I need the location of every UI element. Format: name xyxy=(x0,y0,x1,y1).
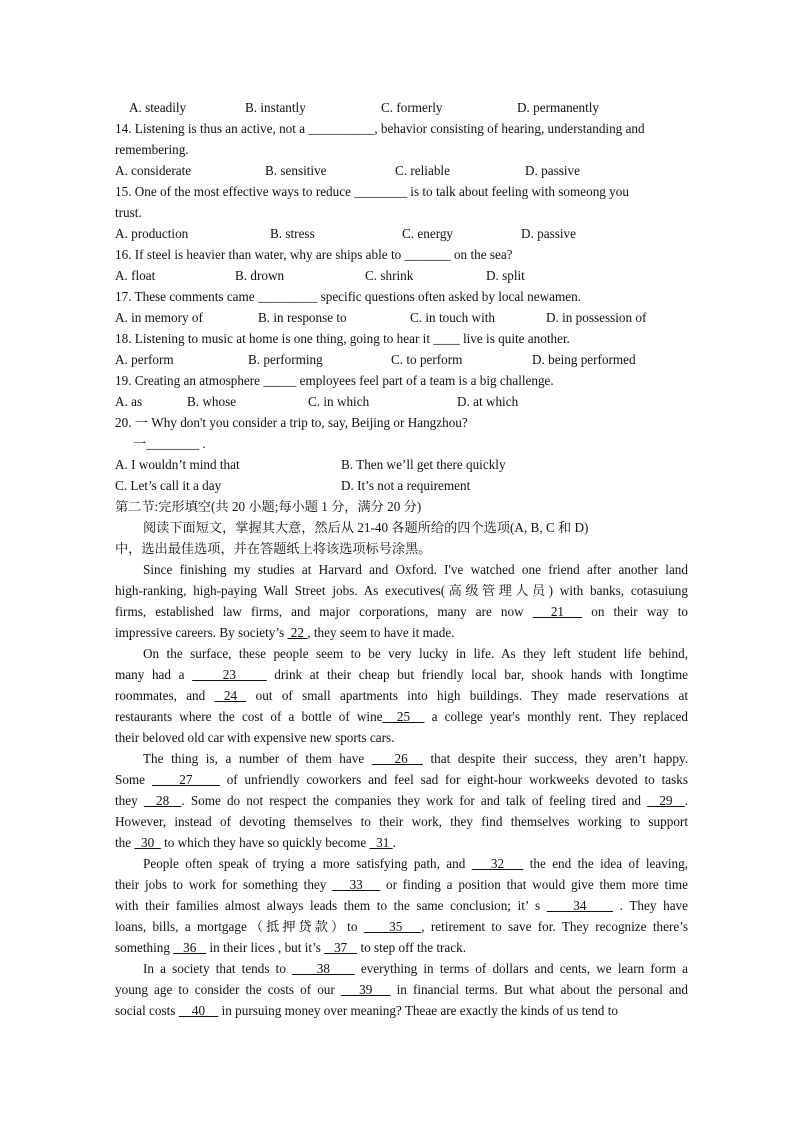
passage-text: social costs xyxy=(115,1003,179,1018)
q18-blank: ____ xyxy=(433,331,460,346)
passage-text: However, instead of devoting themselves to their work, they find themselves working to support xyxy=(115,814,688,829)
passage-text: Some xyxy=(115,772,152,787)
cloze-blank: 33 xyxy=(332,877,381,892)
q20-option-c: C. Let’s call it a day xyxy=(115,478,222,493)
q13-option-a: A. steadily xyxy=(129,100,187,115)
passage-line xyxy=(115,874,688,895)
passage-line xyxy=(115,832,688,853)
cloze-blank: 37 xyxy=(324,940,358,955)
passage-line xyxy=(115,1000,688,1021)
cloze-blank: 31 xyxy=(369,835,393,850)
q16-blank: _______ xyxy=(404,247,451,262)
cloze-blank: 26 xyxy=(371,751,423,766)
q16-option-a: A. float xyxy=(115,268,156,283)
passage-line xyxy=(115,937,688,958)
passage-text: they xyxy=(115,793,144,808)
q14-option-a: A. considerate xyxy=(115,163,192,178)
q15-option-b: B. stress xyxy=(270,226,315,241)
q13-options xyxy=(115,97,688,118)
passage-text: . They have xyxy=(613,898,688,913)
passage-text: that despite their success, they aren’t happy. xyxy=(422,751,688,766)
q17-stem: 17. These comments came _________ specific questions often asked by local newamen. xyxy=(115,289,581,304)
q16-options xyxy=(115,265,688,286)
q16-option-c: C. shrink xyxy=(365,268,414,283)
passage-line xyxy=(115,769,688,790)
passage-text: , they seem to have it made. xyxy=(307,625,455,640)
passage-line xyxy=(115,727,688,748)
passage-text: On the surface, these people seem to be very lucky in life. As they left student life behind, xyxy=(143,646,688,661)
passage-text: . Some do not respect the companies they work for and talk of feeling tired and xyxy=(181,793,648,808)
passage-text: roommates, and xyxy=(115,688,215,703)
passage-text: with their families almost always leads them to the same conclusion; it’ s xyxy=(115,898,547,913)
q17-option-b: B. in response to xyxy=(258,310,347,325)
passage-text: their beloved old car with expensive new sports cars. xyxy=(115,730,395,745)
passage-line xyxy=(115,916,688,937)
passage-text: firms, established law firms, and major corporations, many are now xyxy=(115,604,533,619)
passage-text: their jobs to work for something they xyxy=(115,877,333,892)
q19-option-c: C. in which xyxy=(308,394,370,409)
passage-line xyxy=(115,979,688,1000)
q13-option-c: C. formerly xyxy=(381,100,443,115)
q19-stem: 19. Creating an atmosphere _____ employees feel part of a team is a big challenge. xyxy=(115,373,554,388)
passage-line xyxy=(115,748,688,769)
q18-option-a: A. perform xyxy=(115,352,174,367)
passage-text: out of small apartments into high buildings. They made reservations at xyxy=(246,688,688,703)
q18-option-b: B. performing xyxy=(248,352,323,367)
q14-option-b: B. sensitive xyxy=(265,163,327,178)
passage-text: a college year's monthly rent. They replaced xyxy=(424,709,688,724)
q19-blank: _____ xyxy=(263,373,297,388)
cloze-blank: 38 xyxy=(292,961,355,976)
passage-text: the xyxy=(115,835,135,850)
passage-text: impressive careers. By society’s xyxy=(115,625,288,640)
passage-text: or finding a position that would give them more time xyxy=(380,877,688,892)
q20-option-b: B. Then we’ll get there quickly xyxy=(341,457,506,472)
passage-text: in financial terms. But what about the personal and xyxy=(390,982,688,997)
passage-line xyxy=(115,685,688,706)
q16-stem: 16. If steel is heavier than water, why are ships able to _______ on the sea? xyxy=(115,247,513,262)
cloze-blank: 27 xyxy=(151,772,220,787)
q16-option-d: D. split xyxy=(486,268,525,283)
cloze-blank: 21 xyxy=(532,604,583,619)
cloze-blank: 23 xyxy=(192,667,267,682)
passage-text: everything in terms of dollars and cents, we learn form a xyxy=(354,961,688,976)
q15-option-d: D. passive xyxy=(521,226,576,241)
passage-line xyxy=(115,895,688,916)
q18-options xyxy=(115,349,688,370)
cloze-blank: 40 xyxy=(178,1003,219,1018)
passage-text: The thing is, a number of them have xyxy=(143,751,372,766)
passage-line xyxy=(115,664,688,685)
passage-line xyxy=(115,811,688,832)
cloze-blank: 22 xyxy=(287,625,308,640)
passage-text: young age to consider the costs of our xyxy=(115,982,341,997)
q20-option-a: A. I wouldn’t mind that xyxy=(115,457,240,472)
passage-line xyxy=(115,958,688,979)
passage-text: something xyxy=(115,940,174,955)
q19-option-b: B. whose xyxy=(187,394,237,409)
q17-options xyxy=(115,307,688,328)
passage-line xyxy=(115,559,688,580)
q14-blank: __________ xyxy=(308,121,375,136)
passage-text: drink at their cheap but friendly local bar, shook hands with Iongtime xyxy=(266,667,688,682)
passage-text: in pursuing money over meaning? Theae are exactly the kinds of us tend to xyxy=(218,1003,618,1018)
cloze-blank: 25 xyxy=(382,709,425,724)
q19-option-a: A. as xyxy=(115,394,143,409)
passage-line xyxy=(115,643,688,664)
passage-text: to which they have so quickly become xyxy=(160,835,370,850)
q15-blank: ________ xyxy=(354,184,407,199)
q20-options-row2 xyxy=(115,475,688,496)
passage-line xyxy=(115,580,688,601)
q15-stem: 15. One of the most effective ways to reduce ________ is to talk about feeling with someong you xyxy=(115,184,629,199)
passage-text: of unfriendly coworkers and feel sad for eight-hour workweeks devoted to tasks xyxy=(219,772,688,787)
cloze-blank: 35 xyxy=(363,919,422,934)
section2-instruction-cont: 中，选出最佳选项，并在答题纸上将该选项标号涂黑。 xyxy=(115,541,432,556)
passage-text: high-ranking, high-paying Wall Street jobs. As executives(高级管理人员) with banks, cotasuiung xyxy=(115,583,688,598)
q15-option-a: A. production xyxy=(115,226,189,241)
cloze-blank: 29 xyxy=(647,793,685,808)
q14-option-d: D. passive xyxy=(525,163,580,178)
passage-text: the end the idea of leaving, xyxy=(523,856,688,871)
cloze-blank: 39 xyxy=(340,982,391,997)
q15-option-c: C. energy xyxy=(402,226,454,241)
exam-page xyxy=(115,97,688,1021)
passage-text: Since finishing my studies at Harvard and Oxford. I've watched one friend after another land xyxy=(143,562,688,577)
q17-option-a: A. in memory of xyxy=(115,310,203,325)
q18-option-d: D. being performed xyxy=(532,352,636,367)
passage-text: to step off the track. xyxy=(357,940,467,955)
q13-option-b: B. instantly xyxy=(245,100,306,115)
q15-options xyxy=(115,223,688,244)
passage-text: restaurants where the cost of a bottle of wine xyxy=(115,709,383,724)
cloze-blank: 34 xyxy=(546,898,614,913)
q20-option-d: D. It’s not a requirement xyxy=(341,478,471,493)
cloze-blank: 30 xyxy=(134,835,161,850)
q16-option-b: B. drown xyxy=(235,268,285,283)
cloze-blank: 32 xyxy=(471,856,524,871)
cloze-blank: 24 xyxy=(214,688,247,703)
q18-stem: 18. Listening to music at home is one thing, going to hear it ____ live is quite another. xyxy=(115,331,570,346)
cloze-blank: 28 xyxy=(143,793,182,808)
passage-text: , retirement to save for. They recognize there’s xyxy=(421,919,688,934)
cloze-blank: 36 xyxy=(173,940,207,955)
q19-options xyxy=(115,391,688,412)
passage-text: In a society that tends to xyxy=(143,961,293,976)
q20-stem: 20. 一 Why don't you consider a trip to, say, Beijing or Hangzhou? xyxy=(115,415,468,430)
q19-option-d: D. at which xyxy=(457,394,519,409)
passage-line xyxy=(115,790,688,811)
q17-blank: _________ xyxy=(257,289,318,304)
q14-stem-cont: remembering. xyxy=(115,142,189,157)
passage-line xyxy=(115,706,688,727)
passage-text: many had a xyxy=(115,667,193,682)
q20-blank: ________ xyxy=(146,436,199,451)
passage-text: . xyxy=(684,793,688,808)
q20-reply: 一________ . xyxy=(133,436,206,451)
passage-text: . xyxy=(392,835,396,850)
passage-text: in their lices , but it’s xyxy=(206,940,325,955)
q13-option-d: D. permanently xyxy=(517,100,600,115)
q15-stem-cont: trust. xyxy=(115,205,142,220)
q18-option-c: C. to perform xyxy=(391,352,463,367)
q20-options-row1 xyxy=(115,454,688,475)
cloze-passage xyxy=(115,559,688,1021)
passage-line xyxy=(115,601,688,622)
section2-title: 第二节:完形填空(共 20 小题;每小题 1 分，满分 20 分) xyxy=(115,499,422,514)
passage-line xyxy=(115,853,688,874)
q14-option-c: C. reliable xyxy=(395,163,450,178)
section2-instruction: 阅读下面短文，掌握其大意，然后从 21-40 各题所给的四个选项(A, B, C 和 D) xyxy=(143,520,589,535)
passage-text: on their way to xyxy=(582,604,688,619)
passage-text: People often speak of trying a more satisfying path, and xyxy=(143,856,472,871)
passage-line xyxy=(115,622,688,643)
q14-stem: 14. Listening is thus an active, not a __________, behavior consisting of hearing, understanding and xyxy=(115,121,645,136)
q17-option-c: C. in touch with xyxy=(410,310,495,325)
q17-option-d: D. in possession of xyxy=(546,310,647,325)
passage-text: loans, bills, a mortgage（抵押贷款）to xyxy=(115,919,364,934)
q14-options xyxy=(115,160,688,181)
